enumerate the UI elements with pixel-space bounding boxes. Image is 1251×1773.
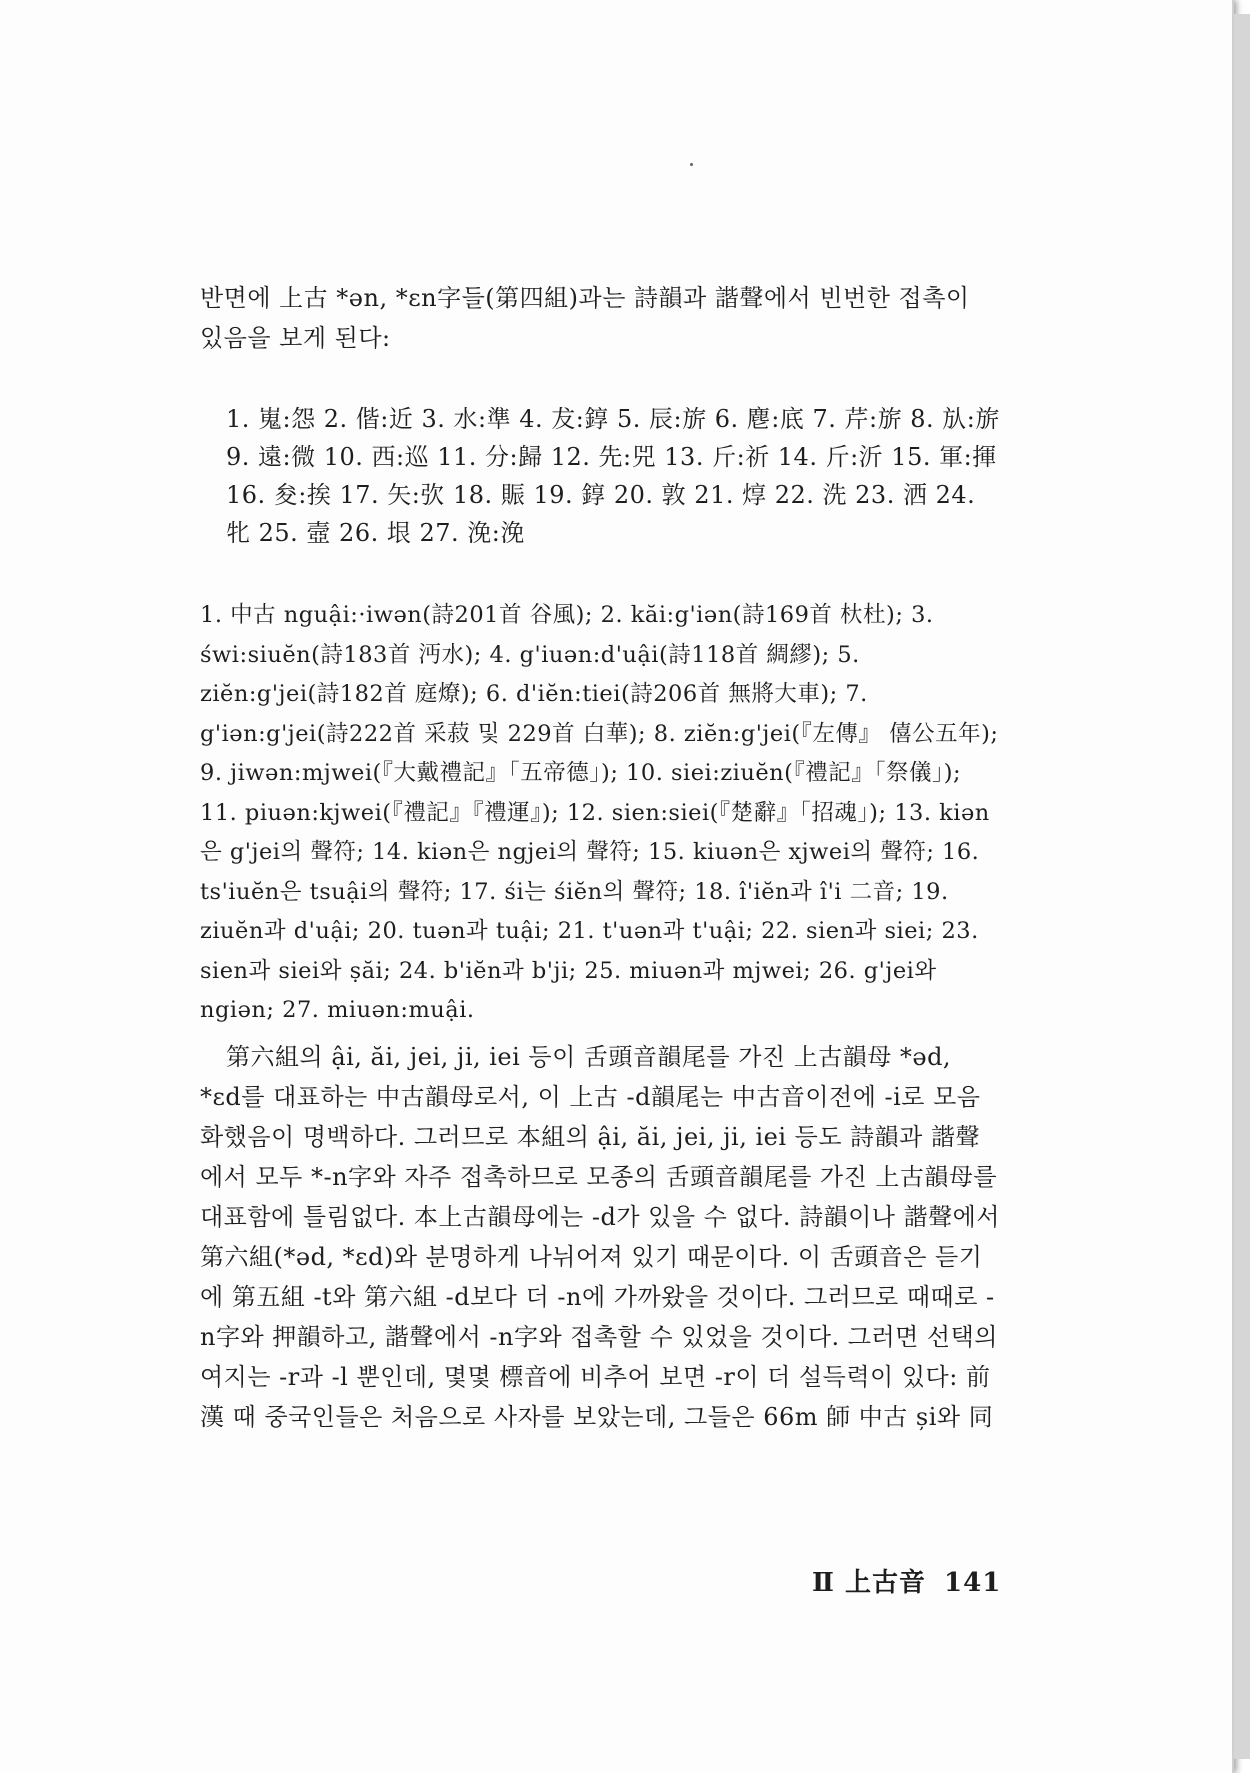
scan-speck <box>690 163 693 166</box>
intro-paragraph: 반면에 上古 *ən, *ɛn字들(第四組)과는 詩韻과 諧聲에서 빈번한 접촉이 있음을 보게 된다: <box>200 284 970 352</box>
page-body <box>200 278 1000 1437</box>
running-footer <box>812 1562 1009 1599</box>
example-list: 1. 嵬:怨 2. 偕:近 3. 水:準 4. 犮:錞 5. 辰:旂 6. 麀:底 7. 芹:旂 8. 㫃:旂 9. 遠:微 10. 西:巡 11. 分:歸 12. 先:兕 13. 斤:祈 14. 斤:沂 15. 軍:揮 16. 夋:挨 17. 矢:弞 18. 賑 19. 錞 20. 敦 21. 焞 22. 洗 23. 洒 24. 牝 25. 壼 26. 垠 27. 浼:浼 <box>226 405 1000 547</box>
section-title: Ⅱ 上古音 <box>812 1568 926 1598</box>
page-edge <box>1234 14 1250 1759</box>
body-paragraph: 第六組의 ậi, ăi, jei, ji, iei 등이 舌頭音韻尾를 가진 上古韻母 *əd, *ɛd를 대표하는 中古韻母로서, 이 上古 -d韻尾는 中古音이전에 -i로 모음화했음이 명백하다. 그러므로 本組의 ậi, ăi, jei, ji, iei 등도 詩韻과 諧聲에서 모두 *-n字와 자주 접촉하므로 모종의 舌頭音韻尾를 가진 上古韻母를 대표함에 틀림없다. 本上古韻母에는 -d가 있을 수 없다. 詩韻이나 諧聲에서 第六組(*əd, *ɛd)와 분명하게 나뉘어져 있기 때문이다. 이 舌頭音은 듣기에 第五組 -t와 第六組 -d보다 더 -n에 가까왔을 것이다. 그러므로 때때로 -n字와 押韻하고, 諧聲에서 -n字와 접촉할 수 있었을 것이다. 그러면 선택의 여지는 -r과 -l 뿐인데, 몇몇 標音에 비추어 보면 -r이 더 설득력이 있다: 前漢 때 중국인들은 처음으로 사자를 보았는데, 그들은 66m 師 中古 și와 同 <box>200 1042 1000 1431</box>
page-number: 141 <box>944 1568 1002 1598</box>
example-notes: 1. 中古 nguậi:·iwən(詩201首 谷風); 2. kăi:g'iən(詩169首 杕杜); 3. świ:siuĕn(詩183首 沔水); 4. g'iuən:d'uậi(詩118首 綢繆); 5. ziĕn:g'jei(詩182首 庭燎); 6. d'iĕn:tiei(詩206首 無將大車); 7. g'iən:g'jei(詩222首 采菽 및 229首 白華); 8. ziĕn:g'jei(『左傳』 僖公五年); 9. jiwən:mjwei(『大戴禮記』「五帝德」); 10. siei:ziuĕn(『禮記』「祭儀」); 11. piuən:kjwei(『禮記』『禮運』); 12. sien:siei(『楚辭』「招魂」); 13. kiən은 g'jei의 聲符; 14. kiən은 ngjei의 聲符; 15. kiuən은 xjwei의 聲符; 16. ts'iuĕn은 tsuậi의 聲符; 17. śi는 śiĕn의 聲符; 18. î'iĕn과 î'i 二音; 19. ziuĕn과 d'uậi; 20. tuən과 tuậi; 21. t'uən과 t'uậi; 22. sien과 siei; 23. sien과 siei와 ṣăi; 24. b'iĕn과 b'ji; 25. miuən과 mjwei; 26. g'jei와 ngiən; 27. miuən:muậi. <box>200 602 999 1023</box>
